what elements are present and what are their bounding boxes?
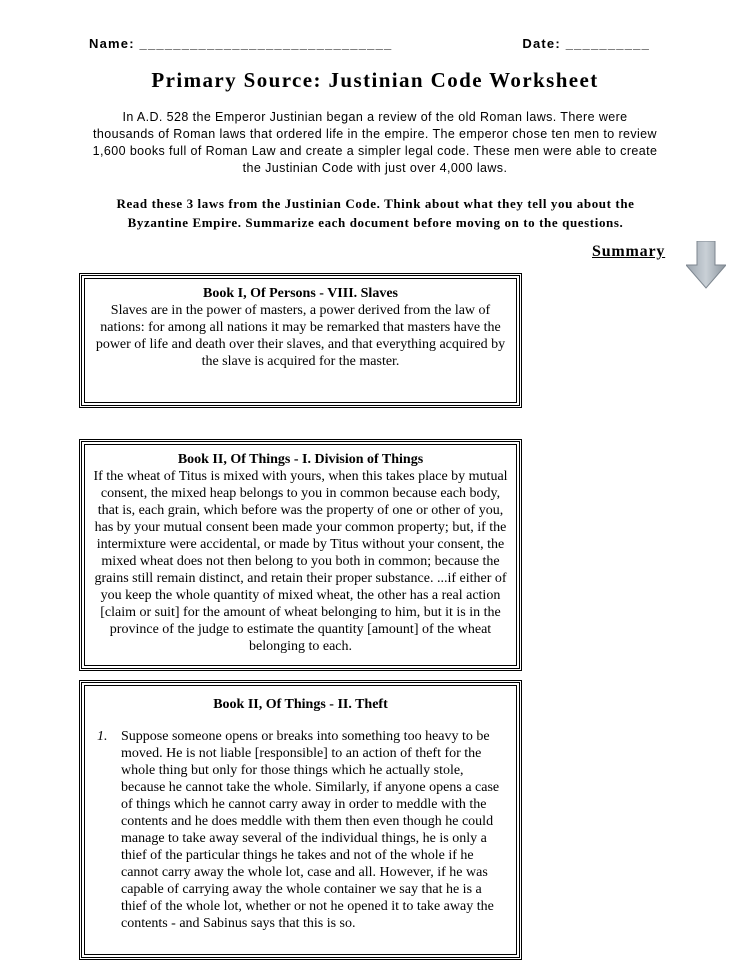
document-text: Slaves are in the power of masters, a power derived from the law of nations: for among all nations it may be remarked that masters have the power of life and death over their slaves, and that everything acquired by the slave is acquired for the master.	[95, 303, 506, 369]
name-field[interactable]: Name: ______________________________	[89, 36, 393, 51]
page-title: Primary Source: Justinian Code Worksheet	[151, 68, 599, 92]
document-heading: Book I, Of Persons - VIII. Slaves	[203, 286, 398, 301]
document-heading: Book II, Of Things - II. Theft	[213, 697, 388, 712]
document-content	[84, 444, 517, 666]
document-box-slaves	[79, 273, 522, 408]
header	[89, 36, 650, 51]
document-text: If the wheat of Titus is mixed with yours, when this takes place by mutual consent, the mixed heap belongs to you in common because each body, that is, each grain, which before was the property of one or other of you, has by your mutual consent been made your common property; but, if the intermixture were accidental, or made by Titus without your consent, the mixed wheat does not then belong to you both in common; because the grains still remain distinct, and retain their proper substance. ...if either of you keep the whole quantity of mixed wheat, the other has a real action [claim or suit] for the amount of wheat belonging to him, but it is in the province of the judge to estimate the quantity [amount] of the wheat belonging to each.	[93, 469, 508, 654]
document-content	[84, 278, 517, 403]
instructions: Read these 3 laws from the Justinian Code. Think about what they tell you about the Byzantine Empire. Summarize each document before moving on to the questions.	[116, 196, 635, 230]
document-box-division-of-things	[79, 439, 522, 671]
document-heading: Book II, Of Things - I. Division of Things	[177, 452, 424, 467]
list-item	[93, 728, 508, 932]
intro-paragraph: In A.D. 528 the Emperor Justinian began a review of the old Roman laws. There were thousands of Roman laws that ordered life in the empire. The emperor chose ten men to review 1,600 books full of Roman Law and create a simpler legal code. These men were able to create the Justinian Code with just over 4,000 laws.	[92, 110, 658, 175]
date-field[interactable]: Date: __________	[522, 36, 650, 51]
summary-label: Summary	[592, 243, 666, 260]
document-box-theft	[79, 680, 522, 960]
down-arrow-icon	[686, 241, 726, 289]
document-text: Suppose someone opens or breaks into something too heavy to be moved. He is not liable [responsible] to an action of theft for the whole thing but only for those things which he actually stole, because he cannot take the whole. Similarly, if anyone opens a case of things which he cannot carry away in order to meddle with the contents and he does meddle with them then even though he could manage to take away several of the individual things, he is only a thief of the particular things he takes and not of the whole if he cannot carry away the whole lot, case and all. However, if he was capable of carrying away the whole container we say that he is a thief of the whole lot, whether or not he opened it to take away the contents - and Sabinus says that this is so.	[121, 729, 500, 931]
item-number: 1.	[97, 729, 108, 744]
document-content	[84, 685, 517, 955]
